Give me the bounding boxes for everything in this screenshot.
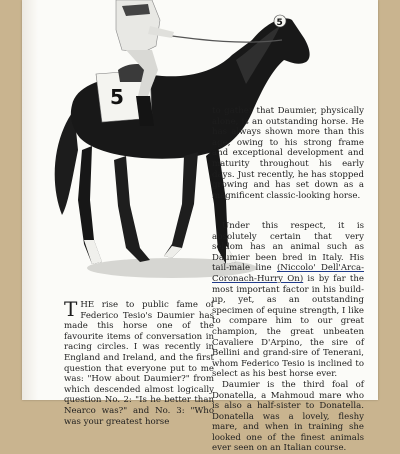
- article-column-left: [64, 297, 214, 427]
- paragraph-text-c: I like to compare him to our great champion, the great unbeaten Cavaliere D'Arpino, the sire of Bellini and grand-sire of Tenerani, whom Federico Tesio is inclined to select as his best horse ever.: [212, 305, 364, 380]
- article-column-right-mid: [212, 221, 364, 454]
- paragraph-donatella: Daumier is the third foal of Donatella, a Mahmoud mare who is also a half-sister to Donatella. Donatella was a lovely, fleshy mare, and when in training she looked one of the finest animals ever seen on an Italian course.: [212, 379, 364, 454]
- paragraph-opening: [64, 297, 214, 427]
- paragraph-bred-in-italy: [212, 221, 364, 380]
- saddle-number: 5: [110, 85, 124, 109]
- magazine-page: [22, 0, 378, 454]
- drop-cap: T: [64, 297, 78, 321]
- opening-text: HE rise to public fame of Federico Tesio's Daumier has made this horse one of the favourite items of conversation in racing circles. I was recently in England and Ireland, and the first question that everyone put to me was: "How about Daumier?" from which descended almost logically question No. 2: "Is he better than Nearco was?" and No. 3: "Who was your greatest horse: [64, 300, 214, 427]
- bridle-number: 5: [276, 18, 283, 28]
- paragraph-text-b: is by far the most important factor in his build-up, yet, as an outstanding specimen of equine strength,: [212, 273, 364, 316]
- article-column-right-top: [212, 106, 364, 201]
- paragraph-text: Under this respect, it is absolutely certain that very seldom has an animal such as Daumier been bred in Italy. His tail-male line: [212, 221, 364, 274]
- paragraph-right-top: to gather that Daumier, physically alone, is an outstanding horse. He has always shown more than this age, owing to his strong frame and exceptional development and maturity throughout his early days. Just recently, he has stopped growing and has set down as a magnificent classic-looking horse.: [212, 106, 364, 201]
- tail-male-line-text: (Niccolo' Dell'Arca-Coronach-Hurry On): [212, 263, 365, 284]
